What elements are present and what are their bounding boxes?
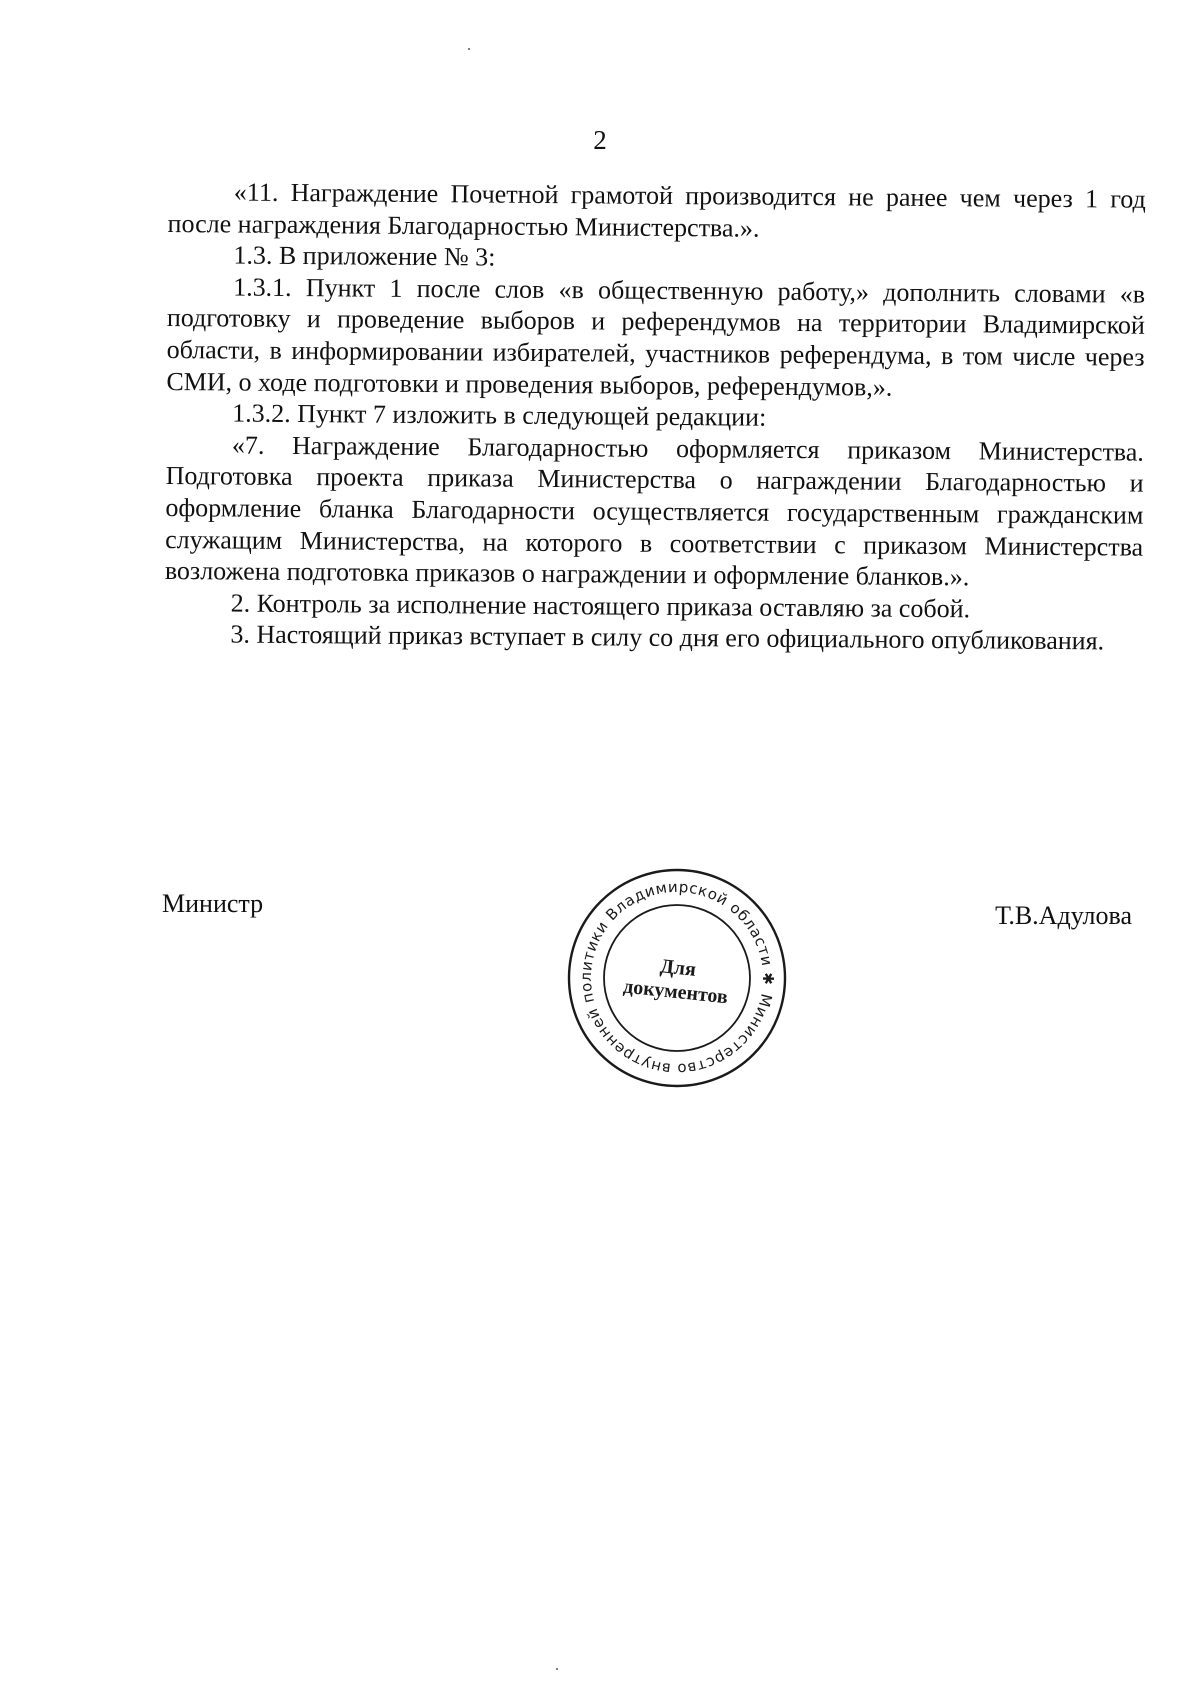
scan-speck xyxy=(556,1668,558,1670)
order-body xyxy=(164,176,1146,658)
stamp-center-line1: Для xyxy=(659,955,698,981)
paragraph-control: 2. Контроль за исполнение настоящего приказа оставляю за собой. xyxy=(230,588,971,624)
stamp-ring-text: Министерство внутренней политики Владимирской области ✱ xyxy=(576,877,778,1079)
paragraph-effective-date: 3. Настоящий приказ вступает в силу со дня его официального опубликования. xyxy=(230,619,1105,656)
paragraph-1-3-1: 1.3.1. Пункт 1 после слов «в общественную работу,» дополнить словами «в подготовку и проведение выборов и референдумов на территории Владимирской области, в информировании избирателей, участников референдума, в том числе через СМИ, о ходе подготовки и проведения выборов, референдумов,». xyxy=(166,272,1146,402)
paragraph-award-certificate: «11. Награждение Почетной грамотой производится не ранее чем через 1 год после награждения Благодарностью Министерства.». xyxy=(167,177,1146,243)
page-number: 2 xyxy=(593,125,607,155)
scan-speck xyxy=(468,48,470,50)
paragraph-1-3-2: 1.3.2. Пункт 7 изложить в следующей редакции: xyxy=(232,398,767,432)
signatory-name: Т.В.Адулова xyxy=(995,901,1132,930)
official-seal-stamp xyxy=(565,866,789,1090)
signatory-title: Министр xyxy=(162,889,264,918)
stamp-center-line2: документов xyxy=(622,975,729,1009)
paragraph-appendix-3: 1.3. В приложение № 3: xyxy=(233,240,496,272)
paragraph-item-7: «7. Награждение Благодарностью оформляется приказом Министерства. Подготовка проекта приказа Министерства о награждении Благодарностью и оформление бланка Благодарности осуществляется государственным гражданским служащим Министерства, на которого в соответствии с приказом Министерства возложена подготовка приказов о награждении и оформление бланков.». xyxy=(164,430,1144,592)
